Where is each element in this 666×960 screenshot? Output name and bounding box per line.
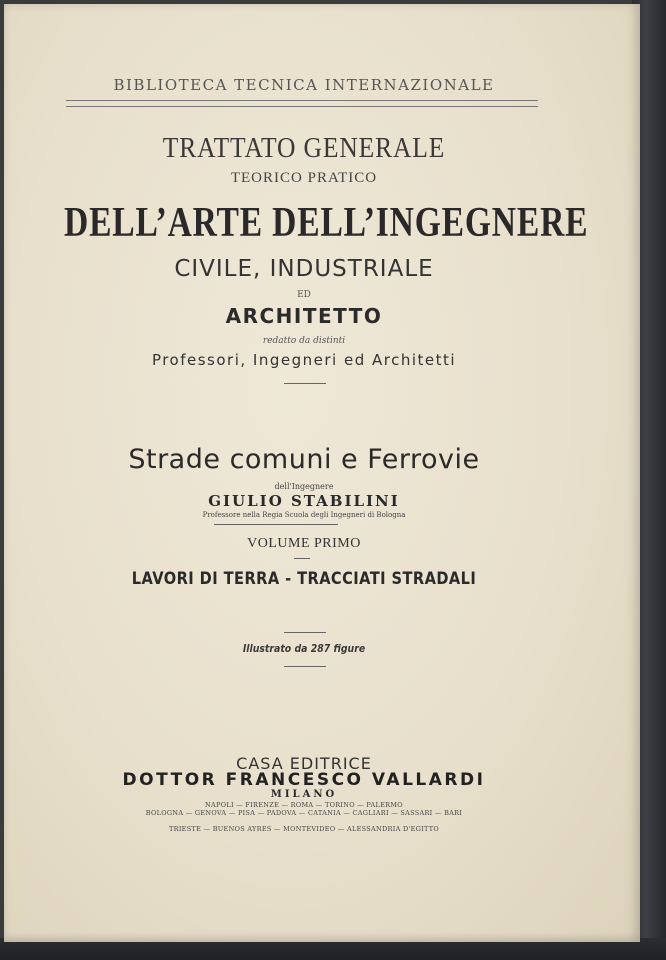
main-title: DELL’ARTE DELL’INGEGNERE	[64, 200, 589, 246]
divider-rule	[284, 632, 326, 633]
title-line-4: CIVILE, INDUSTRIALE	[174, 256, 434, 282]
title-line-8: Professori, Ingegneri ed Architetti	[151, 351, 457, 369]
author-prefix: dell'Ingegnere	[274, 482, 334, 491]
illustrations-note: Illustrato da 287 figure	[242, 642, 366, 655]
title-line-6: ARCHITETTO	[225, 304, 383, 328]
divider-rule	[294, 558, 310, 559]
double-rule	[66, 100, 538, 107]
publisher-city: MILANO	[270, 789, 338, 800]
cities-line-2: BOLOGNA — GENOVA — PISA — PADOVA — CATANIA — CAGLIARI — SASSARI — BARI	[145, 809, 463, 817]
author-role: Professore nella Regia Scuola degli Ingegneri di Bologna	[202, 511, 406, 519]
divider-rule	[284, 383, 326, 384]
subject-title: Strade comuni e Ferrovie	[128, 444, 480, 475]
title-line-1: TRATTATO GENERALE	[162, 132, 446, 164]
divider-rule	[214, 524, 338, 525]
title-page	[4, 4, 640, 942]
publisher-name: DOTTOR FRANCESCO VALLARDI	[122, 770, 486, 790]
divider-rule	[284, 666, 326, 667]
series-title: BIBLIOTECA TECNICA INTERNAZIONALE	[113, 76, 495, 94]
title-line-7: redatto da distinti	[262, 336, 346, 346]
volume-label: VOLUME PRIMO	[247, 536, 361, 551]
author-name: GIULIO STABILINI	[208, 492, 400, 510]
title-line-5: ED	[297, 290, 311, 300]
publisher-line-1: CASA EDITRICE	[236, 754, 372, 773]
cities-line-3: TRIESTE — BUENOS AYRES — MONTEVIDEO — ALESSANDRIA D'EGITTO	[168, 825, 439, 833]
volume-subtitle: LAVORI DI TERRA - TRACCIATI STRADALI	[131, 569, 477, 589]
cities-line-1: NAPOLI — FIRENZE — ROMA — TORINO — PALERMO	[205, 801, 403, 809]
title-line-2: TEORICO PRATICO	[230, 170, 378, 186]
